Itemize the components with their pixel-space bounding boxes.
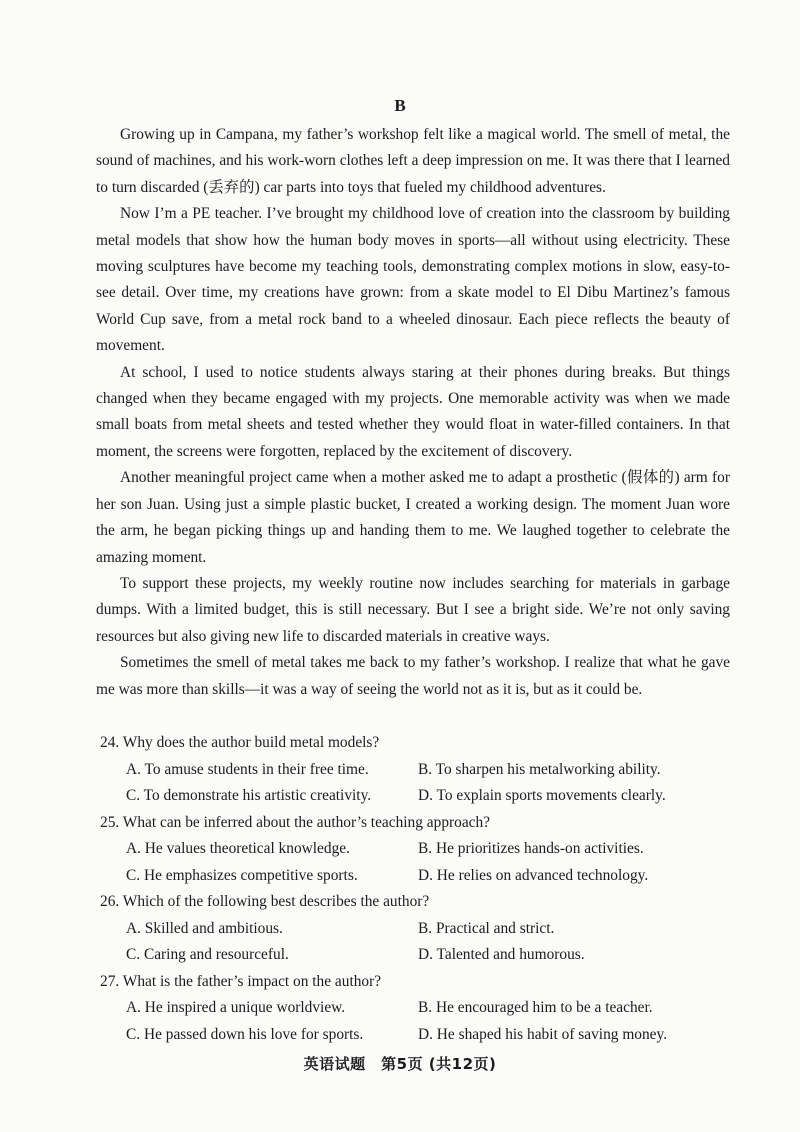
option-b: B. To sharpen his metalworking ability. <box>418 760 661 778</box>
option-c: C. Caring and resourceful. <box>126 946 289 963</box>
option-d: D. Talented and humorous. <box>418 946 585 963</box>
option-row <box>100 863 720 890</box>
passage-paragraph: Growing up in Campana, my father’s workshop felt like a magical world. The smell of metal, the sound of machines, and his work-worn clothes left a deep impression on me. It was there that I learned to turn discarded (丢弃的) car parts into toys that fueled my childhood adventures. <box>96 126 730 196</box>
option-d: D. He shaped his habit of saving money. <box>418 1025 668 1043</box>
passage-paragraph: To support these projects, my weekly routine now includes searching for materials in garbage dumps. With a limited budget, this is still necessary. But I see a bright side. We’re not only saving resources but also giving new life to discarded materials in creative ways. <box>96 574 730 645</box>
option-row <box>100 783 720 810</box>
option-c: C. He emphasizes competitive sports. <box>126 866 358 884</box>
option-a: A. Skilled and ambitious. <box>126 919 283 937</box>
option-c: C. He passed down his love for sports. <box>126 1025 364 1043</box>
option-row <box>100 1022 720 1049</box>
question-list <box>100 730 720 1048</box>
question-stem: 25. What can be inferred about the author’s teaching approach? <box>100 813 491 831</box>
section-title: B <box>394 96 406 115</box>
question-26 <box>100 889 720 969</box>
option-c: C. To demonstrate his artistic creativity. <box>126 787 372 804</box>
reading-passage <box>96 122 730 703</box>
passage-paragraph: Sometimes the smell of metal takes me back to my father’s workshop. I realize that what he gave me was more than skills—it was a way of seeing the world not as it is, but as it could be. <box>96 654 730 698</box>
option-row <box>100 757 720 784</box>
option-b: B. He prioritizes hands-on activities. <box>418 840 644 857</box>
page-footer: 英语试题 第5页 (共12页) <box>303 1055 497 1073</box>
passage-paragraph: Another meaningful project came when a mother asked me to adapt a prosthetic (假体的) arm for her son Juan. Using just a simple plastic bucket, I created a working design. The moment Juan wore the arm, he began picking things up and handing them to me. We laughed together to celebrate the amazing moment. <box>96 469 730 566</box>
question-24 <box>100 730 720 810</box>
question-27 <box>100 969 720 1049</box>
option-b: B. He encouraged him to be a teacher. <box>418 999 653 1016</box>
question-stem: 24. Why does the author build metal models? <box>100 734 380 751</box>
option-row <box>100 916 720 943</box>
option-d: D. He relies on advanced technology. <box>418 866 649 884</box>
question-stem: 27. What is the father’s impact on the author? <box>100 972 382 990</box>
option-row <box>100 836 720 863</box>
option-b: B. Practical and strict. <box>418 919 555 937</box>
option-d: D. To explain sports movements clearly. <box>418 787 666 804</box>
passage-paragraph: At school, I used to notice students always staring at their phones during breaks. But things changed when they became engaged with my projects. One memorable activity was when we made small boats from metal sheets and tested whether they would float in water-filled containers. In that moment, the screens were forgotten, replaced by the excitement of discovery. <box>96 363 730 460</box>
option-a: A. He inspired a unique worldview. <box>126 999 346 1016</box>
option-a: A. To amuse students in their free time. <box>126 760 369 778</box>
option-a: A. He values theoretical knowledge. <box>126 840 350 857</box>
question-stem: 26. Which of the following best describes the author? <box>100 893 430 910</box>
option-row <box>100 942 720 969</box>
passage-paragraph: Now I’m a PE teacher. I’ve brought my childhood love of creation into the classroom by building metal models that show how the human body moves in sports—all without using electricity. These moving sculptures have become my teaching tools, demonstrating complex motions in slow, easy-to-see detail. Over time, my creations have grown: from a skate model to El Dibu Martinez’s famous World Cup save, from a metal rock band to a wheeled dinosaur. Each piece reflects the beauty of movement. <box>96 205 730 355</box>
question-25 <box>100 810 720 890</box>
option-row <box>100 995 720 1022</box>
